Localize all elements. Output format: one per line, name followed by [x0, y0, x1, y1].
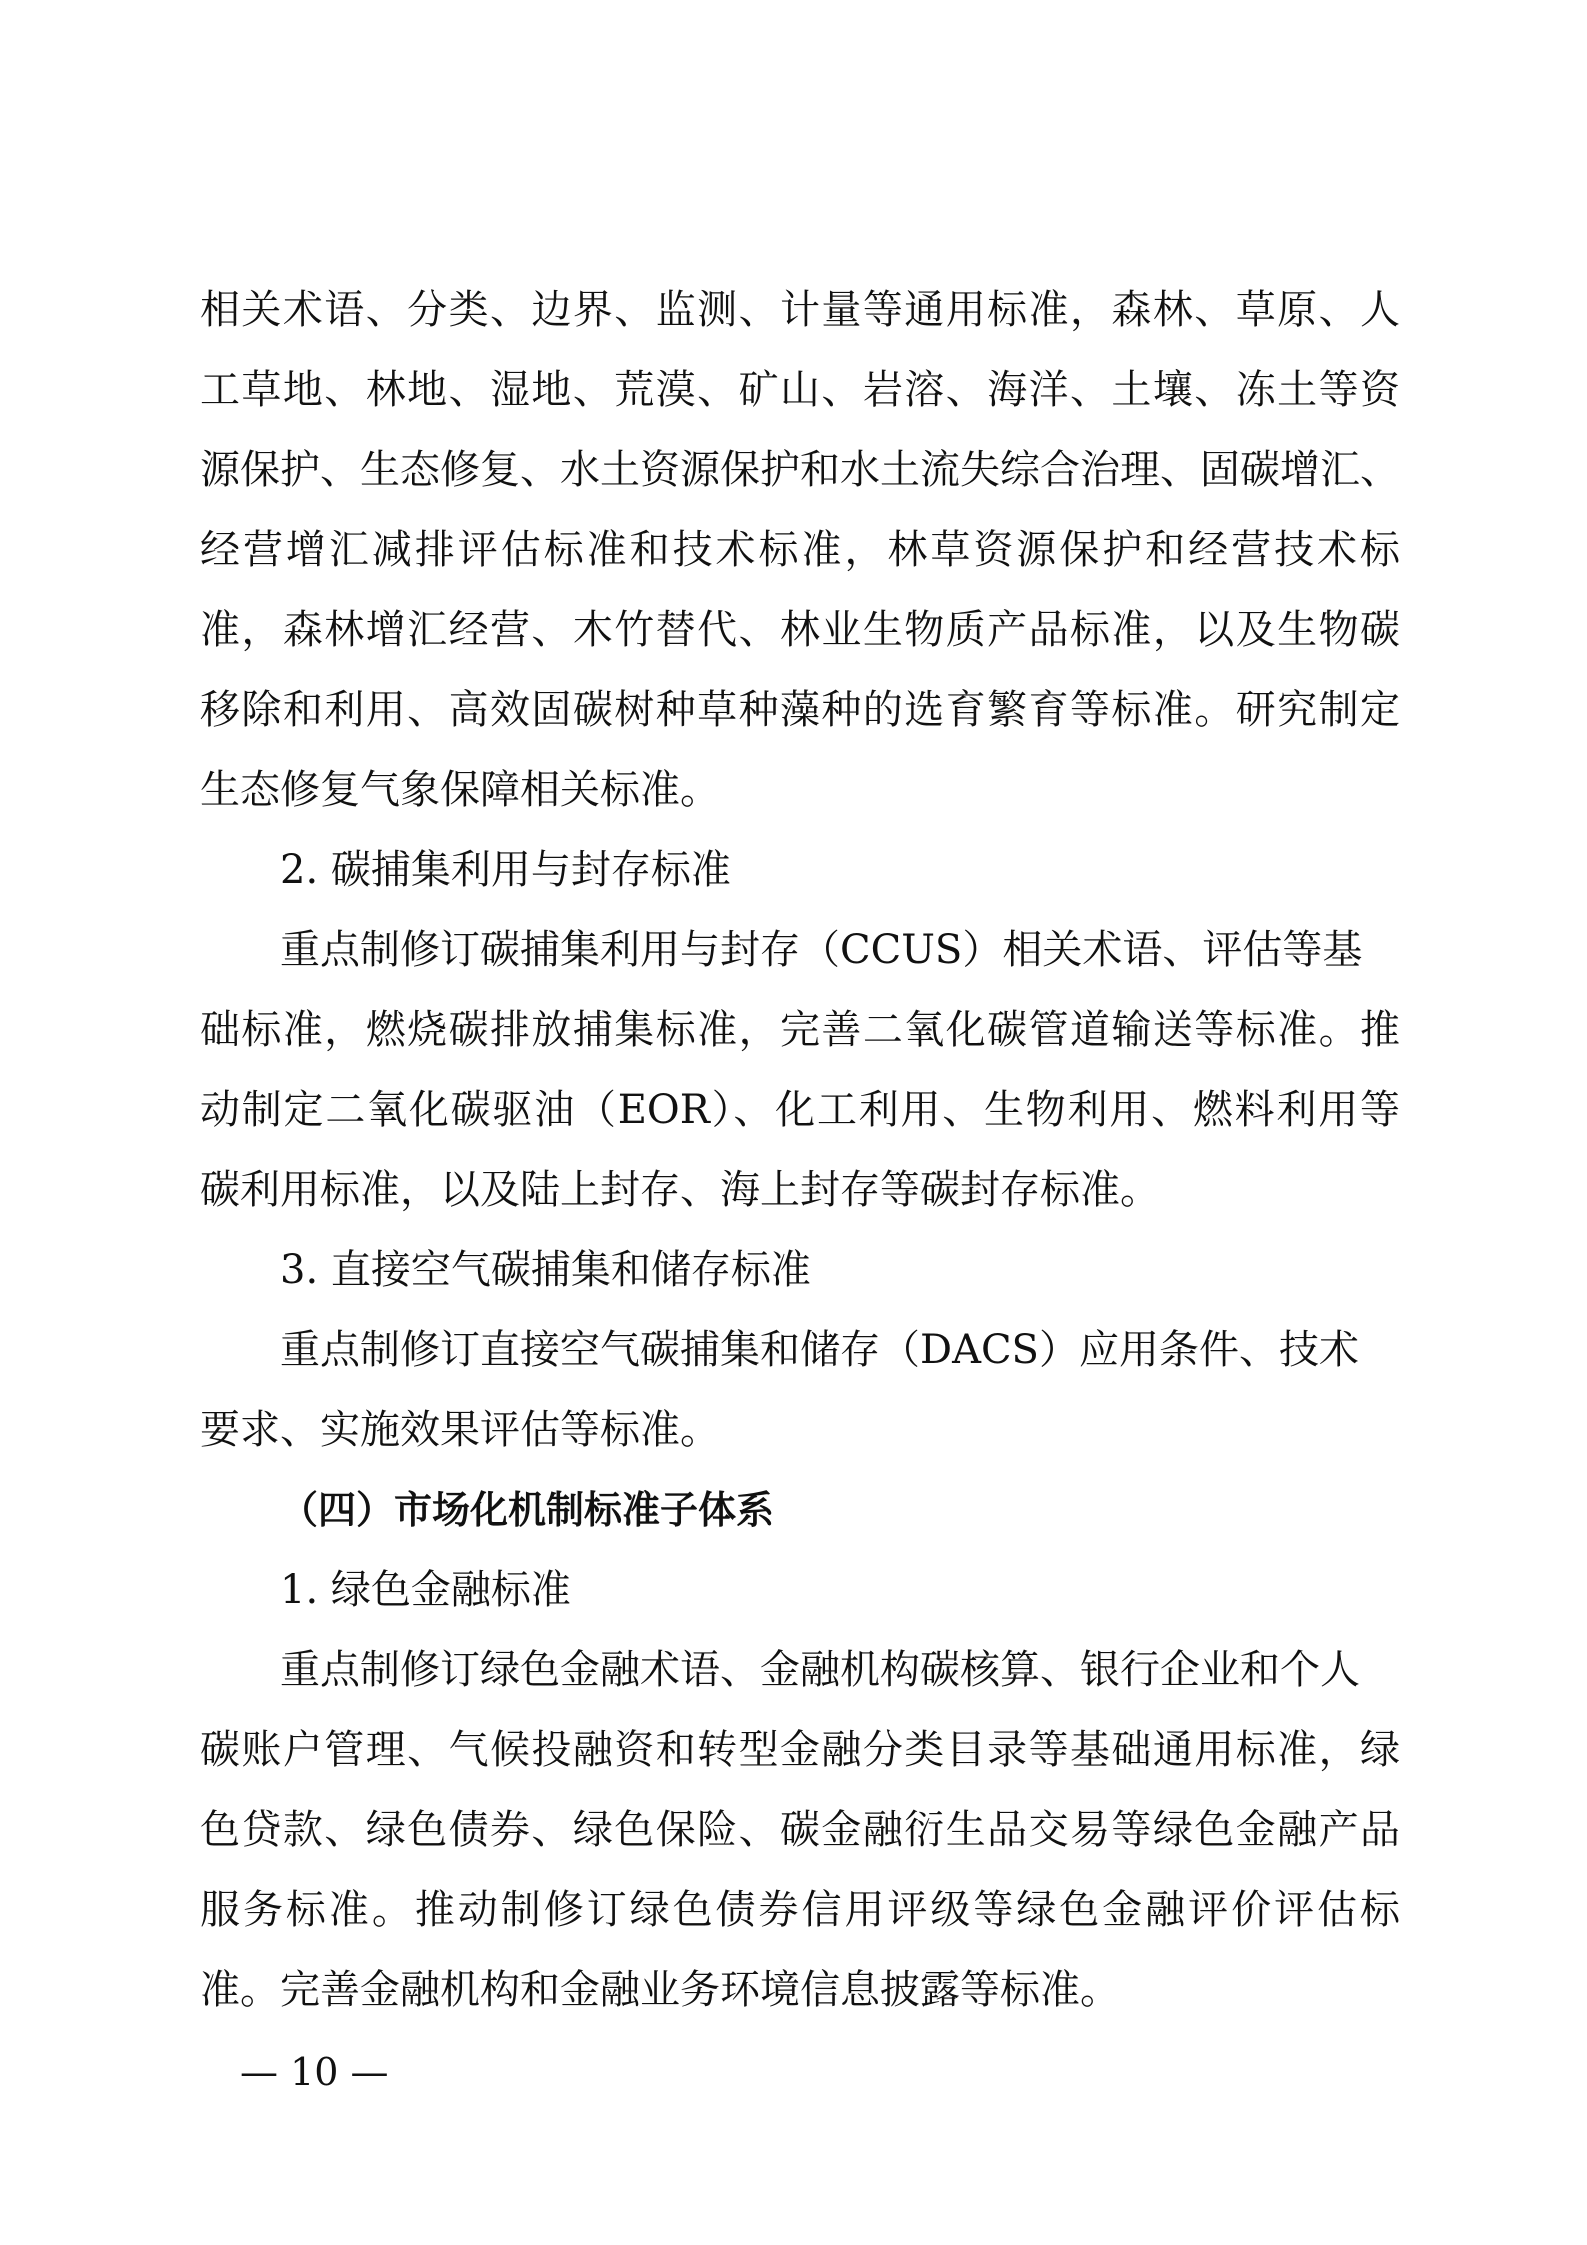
paragraph-line: 础标准，燃烧碳排放捕集标准，完善二氧化碳管道输送等标准。推	[200, 1007, 1400, 1053]
paragraph-line: 要求、实施效果评估等标准。	[200, 1407, 720, 1453]
section-heading: 2. 碳捕集利用与封存标准	[280, 847, 731, 893]
body-text	[200, 270, 1400, 2030]
section-heading: 1. 绿色金融标准	[280, 1567, 571, 1613]
section-heading: 3. 直接空气碳捕集和储存标准	[280, 1247, 811, 1293]
paragraph-line: 碳利用标准，以及陆上封存、海上封存等碳封存标准。	[200, 1167, 1160, 1213]
paragraph-line: 重点制修订直接空气碳捕集和储存（DACS）应用条件、技术	[280, 1327, 1359, 1373]
paragraph-line: 动制定二氧化碳驱油（EOR）、化工利用、生物利用、燃料利用等	[200, 1087, 1400, 1133]
paragraph-line: 碳账户管理、气候投融资和转型金融分类目录等基础通用标准，绿	[200, 1727, 1400, 1773]
page-number: — 10 —	[240, 2050, 389, 2094]
paragraph-line: 重点制修订碳捕集利用与封存（CCUS）相关术语、评估等基	[280, 927, 1363, 973]
paragraph-line: 色贷款、绿色债券、绿色保险、碳金融衍生品交易等绿色金融产品	[200, 1807, 1400, 1853]
paragraph-line: 移除和利用、高效固碳树种草种藻种的选育繁育等标准。研究制定	[200, 687, 1400, 733]
paragraph-line: 服务标准。推动制修订绿色债券信用评级等绿色金融评价评估标	[200, 1887, 1400, 1933]
subsystem-heading: （四）市场化机制标准子体系	[280, 1487, 775, 1532]
paragraph-line: 源保护、生态修复、水土资源保护和水土流失综合治理、固碳增汇、	[200, 447, 1400, 493]
paragraph-line: 经营增汇减排评估标准和技术标准，林草资源保护和经营技术标	[200, 527, 1400, 573]
paragraph-line: 准。完善金融机构和金融业务环境信息披露等标准。	[200, 1967, 1120, 2013]
paragraph-line: 相关术语、分类、边界、监测、计量等通用标准，森林、草原、人	[200, 287, 1400, 333]
paragraph-line: 准，森林增汇经营、木竹替代、林业生物质产品标准，以及生物碳	[200, 607, 1400, 653]
paragraph-line: 重点制修订绿色金融术语、金融机构碳核算、银行企业和个人	[280, 1647, 1360, 1693]
paragraph-line: 生态修复气象保障相关标准。	[200, 767, 720, 813]
paragraph-line: 工草地、林地、湿地、荒漠、矿山、岩溶、海洋、土壤、冻土等资	[200, 367, 1400, 413]
